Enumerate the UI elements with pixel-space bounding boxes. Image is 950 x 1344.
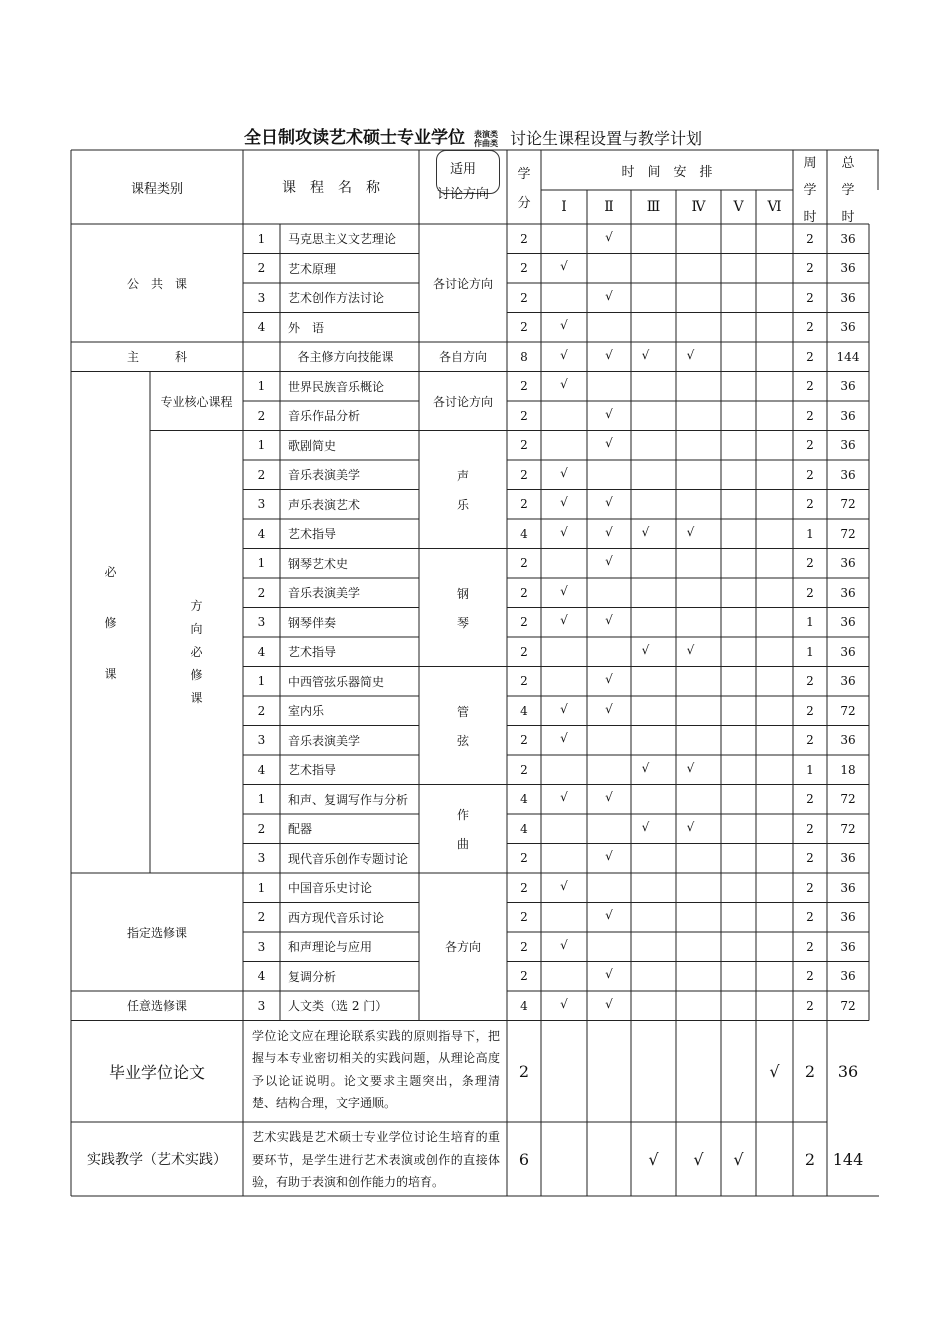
total-hours: 72 [840,792,856,807]
total-hours: 72 [840,821,856,836]
header-credit-top: 学 [517,167,531,182]
check-mark: √ [686,760,695,775]
check-mark: √ [560,878,568,893]
weekly-hours: 1 [806,526,814,541]
course-credit: 2 [520,615,528,630]
check-mark: √ [693,1149,704,1169]
check-mark: √ [605,229,613,244]
practice-credit: 6 [518,1149,530,1169]
weekly-hours: 1 [806,615,814,630]
header-weekly-hours-char: 学 [803,182,817,198]
group-required [71,372,150,874]
direction-orchestra [419,667,507,785]
check-mark: √ [605,436,613,451]
weekly-hours: 2 [806,880,814,895]
check-mark: √ [560,524,568,539]
check-mark: √ [605,406,613,421]
title-small-top: 表演类 [474,130,498,139]
row-number: 1 [257,231,266,246]
direction-orchestra-char: 弦 [456,733,469,748]
direction-piano-char: 琴 [456,615,469,630]
header-course-name: 课 程 名 称 [282,180,380,196]
group-thesis: 毕业学位论文 [108,1062,205,1082]
total-hours: 18 [840,762,856,777]
header-semester: Ⅵ [767,199,782,215]
row-number: 2 [257,910,266,925]
check-mark: √ [605,996,613,1011]
weekly-hours: 2 [806,497,814,512]
practice-total-hours: 144 [832,1149,864,1169]
direction-orchestra-char: 管 [456,704,469,719]
course-credit: 2 [520,320,528,335]
practice-weekly-hours: 2 [804,1149,816,1169]
group-direction-required-char: 课 [190,691,203,706]
check-mark: √ [605,790,613,805]
practice-description: 艺术实践是艺术硕士专业学位讨论生培育的重要环节，是学生进行艺术表演或创作的直接体验，有助于表演和创作能力的培育。 [252,1130,500,1189]
row-number: 3 [257,851,266,866]
check-mark: √ [560,465,568,480]
weekly-hours: 2 [806,585,814,600]
check-mark: √ [605,288,613,303]
weekly-hours: 2 [806,939,814,954]
total-hours: 72 [840,703,856,718]
check-mark: √ [560,613,568,628]
weekly-hours: 2 [806,792,814,807]
weekly-hours: 2 [806,969,814,984]
course-name: 西方现代音乐讨论 [288,910,385,925]
title-main: 全日制攻读艺术硕士专业学位 [244,128,465,148]
check-mark: √ [605,672,613,687]
check-mark: √ [605,524,613,539]
check-mark: √ [560,495,568,510]
course-credit: 2 [520,231,528,246]
course-credit: 2 [520,408,528,423]
header-direction-bottom: 讨论方向 [436,187,489,202]
header-weekly-hours-char: 时 [803,209,817,225]
course-name: 配器 [288,822,313,837]
group-elective: 任意选修课 [126,999,187,1014]
group-required-char: 修 [104,615,117,630]
row-number: 3 [257,290,266,305]
course-name: 人文类（选 2 门） [288,999,388,1014]
direction-composition-char: 作 [456,807,469,822]
total-hours: 36 [840,880,856,895]
course-name: 音乐表演美学 [288,733,361,748]
course-credit: 4 [520,703,528,718]
direction-composition [419,785,507,874]
title-rest: 讨论生课程设置与教学计划 [510,129,703,148]
course-credit: 4 [520,526,528,541]
total-hours: 36 [840,851,856,866]
group-direction-required-char: 向 [190,622,203,637]
row-number: 1 [257,792,266,807]
course-credit: 2 [520,762,528,777]
weekly-hours: 1 [806,644,814,659]
check-mark: √ [733,1149,744,1169]
course-credit: 2 [520,497,528,512]
check-mark: √ [769,1061,780,1081]
total-hours: 36 [840,910,856,925]
title-small-bottom: 作曲类 [474,139,498,148]
weekly-hours: 2 [806,467,814,482]
weekly-hours: 2 [806,290,814,305]
course-name: 声乐表演艺术 [288,497,361,512]
total-hours: 36 [840,939,856,954]
group-required-char: 必 [104,564,117,579]
thesis-total-hours: 36 [837,1061,859,1081]
header-total-hours [827,152,869,224]
course-credit: 2 [520,674,528,689]
weekly-hours: 2 [806,733,814,748]
group-public: 公 共 课 [126,276,187,291]
check-mark: √ [560,701,568,716]
row-number: 3 [257,733,266,748]
course-credit: 2 [520,467,528,482]
course-credit: 2 [520,969,528,984]
check-mark: √ [605,613,613,628]
header-semester: Ⅱ [604,199,614,215]
check-mark: √ [648,1149,659,1169]
course-credit: 2 [520,585,528,600]
row-number: 2 [257,467,266,482]
course-name: 艺术指导 [288,527,337,542]
check-mark: √ [560,996,568,1011]
course-name: 钢琴伴奏 [288,615,337,630]
header-weekly-hours-char: 周 [803,155,817,171]
check-mark: √ [605,554,613,569]
course-name: 马克思主义文艺理论 [288,232,397,247]
course-name: 外 语 [288,320,325,335]
check-mark: √ [560,731,568,746]
weekly-hours: 2 [806,821,814,836]
check-mark: √ [560,583,568,598]
course-credit: 2 [520,939,528,954]
row-number: 2 [257,703,266,718]
weekly-hours: 2 [806,556,814,571]
weekly-hours: 2 [806,379,814,394]
course-name: 室内乐 [288,704,325,719]
check-mark: √ [605,967,613,982]
total-hours: 36 [840,674,856,689]
course-credit: 2 [520,910,528,925]
course-name: 艺术原理 [288,261,337,276]
group-direction-required-char: 修 [190,668,203,683]
row-number: 4 [257,762,266,777]
course-credit: 2 [520,556,528,571]
row-number: 2 [257,585,266,600]
total-hours: 36 [840,615,856,630]
row-number: 1 [257,556,266,571]
weekly-hours: 2 [806,910,814,925]
course-name: 中西管弦乐器简史 [288,674,385,689]
total-hours: 36 [840,644,856,659]
total-hours: 36 [840,231,856,246]
course-name: 现代音乐创作专题讨论 [288,851,409,866]
row-number: 1 [257,674,266,689]
header-total-hours-char: 学 [841,182,855,198]
course-name: 复调分析 [288,969,337,984]
check-mark: √ [560,377,568,392]
row-number: 1 [257,379,266,394]
check-mark: √ [641,819,650,834]
total-hours: 36 [840,290,856,305]
row-number: 4 [257,320,266,335]
group-direction-required [150,431,243,874]
check-mark: √ [605,908,613,923]
row-number: 4 [257,644,266,659]
direction-piano [419,549,507,667]
direction-vocal-char: 声 [456,468,469,483]
check-mark: √ [560,259,568,274]
course-name: 艺术指导 [288,645,337,660]
group-major: 主 科 [126,350,187,365]
check-mark: √ [605,849,613,864]
direction-vocal-char: 乐 [456,497,469,512]
row-number: 3 [257,497,266,512]
row-number: 2 [257,261,266,276]
course-credit: 8 [520,349,528,364]
row-number: 2 [257,821,266,836]
direction-each: 各方向 [444,940,481,955]
weekly-hours: 2 [806,261,814,276]
group-direction-required-char: 必 [190,645,203,660]
row-number: 3 [257,615,266,630]
header-category: 课程类别 [130,181,183,197]
row-number: 3 [257,939,266,954]
course-credit: 2 [520,851,528,866]
row-number: 3 [257,998,266,1013]
course-name: 各主修方向技能课 [297,350,394,365]
check-mark: √ [641,642,650,657]
check-mark: √ [686,642,695,657]
course-credit: 2 [520,644,528,659]
total-hours: 144 [836,349,860,364]
total-hours: 36 [840,969,856,984]
check-mark: √ [605,701,613,716]
course-name: 艺术指导 [288,763,337,778]
course-name: 歌剧简史 [288,438,337,453]
course-name: 艺术创作方法讨论 [288,291,385,306]
check-mark: √ [641,524,650,539]
group-practice: 实践教学（艺术实践） [87,1152,227,1168]
direction-piano-char: 钢 [456,586,469,601]
course-credit: 2 [520,379,528,394]
header-semester: Ⅲ [646,199,661,215]
course-name: 和声、复调写作与分析 [288,792,409,807]
row-number: 4 [257,526,266,541]
check-mark: √ [560,937,568,952]
row-number: 1 [257,880,266,895]
course-credit: 2 [520,438,528,453]
weekly-hours: 2 [806,408,814,423]
total-hours: 36 [840,585,856,600]
group-designated: 指定选修课 [126,925,187,940]
header-credit-bottom: 分 [517,196,531,211]
direction-core-all: 各讨论方向 [432,394,493,409]
course-name: 世界民族音乐概论 [288,379,385,394]
header-credit [507,150,541,224]
total-hours: 36 [840,320,856,335]
check-mark: √ [605,347,613,362]
weekly-hours: 2 [806,998,814,1013]
thesis-description: 学位论文应在理论联系实践的原则指导下，把握与本专业密切相关的实践问题，从理论高度予以论证说明。论文要求主题突出，条理清楚、结构合理，文字通顺。 [252,1028,500,1110]
course-name: 中国音乐史讨论 [288,881,373,896]
check-mark: √ [686,347,695,362]
direction-all: 各讨论方向 [432,276,493,291]
weekly-hours: 1 [806,762,814,777]
total-hours: 36 [840,261,856,276]
header-schedule: 时 间 安 排 [621,164,713,180]
weekly-hours: 2 [806,674,814,689]
check-mark: √ [686,524,695,539]
course-credit: 2 [520,261,528,276]
row-number: 2 [257,408,266,423]
thesis-credit: 2 [518,1061,530,1081]
group-direction-required-char: 方 [190,599,203,614]
check-mark: √ [560,790,568,805]
row-number: 4 [257,969,266,984]
weekly-hours: 2 [806,851,814,866]
course-credit: 4 [520,821,528,836]
row-number: 1 [257,438,266,453]
course-name: 音乐表演美学 [288,586,361,601]
direction-vocal [419,431,507,549]
check-mark: √ [641,347,650,362]
direction-composition-char: 曲 [456,836,469,851]
course-credit: 4 [520,998,528,1013]
total-hours: 72 [840,526,856,541]
header-direction [419,150,507,210]
check-mark: √ [605,495,613,510]
group-core: 专业核心课程 [160,394,233,409]
weekly-hours: 2 [806,231,814,246]
header-weekly-hours [793,152,827,224]
check-mark: √ [560,318,568,333]
course-name: 音乐表演美学 [288,468,361,483]
total-hours: 36 [840,379,856,394]
weekly-hours: 2 [806,438,814,453]
total-hours: 36 [840,438,856,453]
total-hours: 36 [840,408,856,423]
course-name: 钢琴艺术史 [288,556,349,571]
total-hours: 36 [840,556,856,571]
total-hours: 36 [840,467,856,482]
header-total-hours-char: 时 [841,209,855,225]
header-direction-top: 适用 [449,162,476,177]
header-total-hours-char: 总 [841,155,855,171]
header-semester: Ⅴ [733,199,744,215]
group-required-char: 课 [104,666,117,681]
thesis-weekly-hours: 2 [804,1061,816,1081]
direction-each-self: 各自方向 [438,350,487,365]
course-credit: 2 [520,290,528,305]
course-credit: 2 [520,880,528,895]
check-mark: √ [686,819,695,834]
check-mark: √ [560,347,568,362]
header-semester: Ⅳ [691,199,706,215]
total-hours: 72 [840,497,856,512]
course-name: 和声理论与应用 [288,940,373,955]
total-hours: 72 [840,998,856,1013]
weekly-hours: 2 [806,320,814,335]
course-credit: 2 [520,733,528,748]
total-hours: 36 [840,733,856,748]
header-semester: Ⅰ [561,199,567,215]
check-mark: √ [641,760,650,775]
weekly-hours: 2 [806,349,814,364]
course-name: 音乐作品分析 [288,409,361,424]
course-credit: 4 [520,792,528,807]
weekly-hours: 2 [806,703,814,718]
